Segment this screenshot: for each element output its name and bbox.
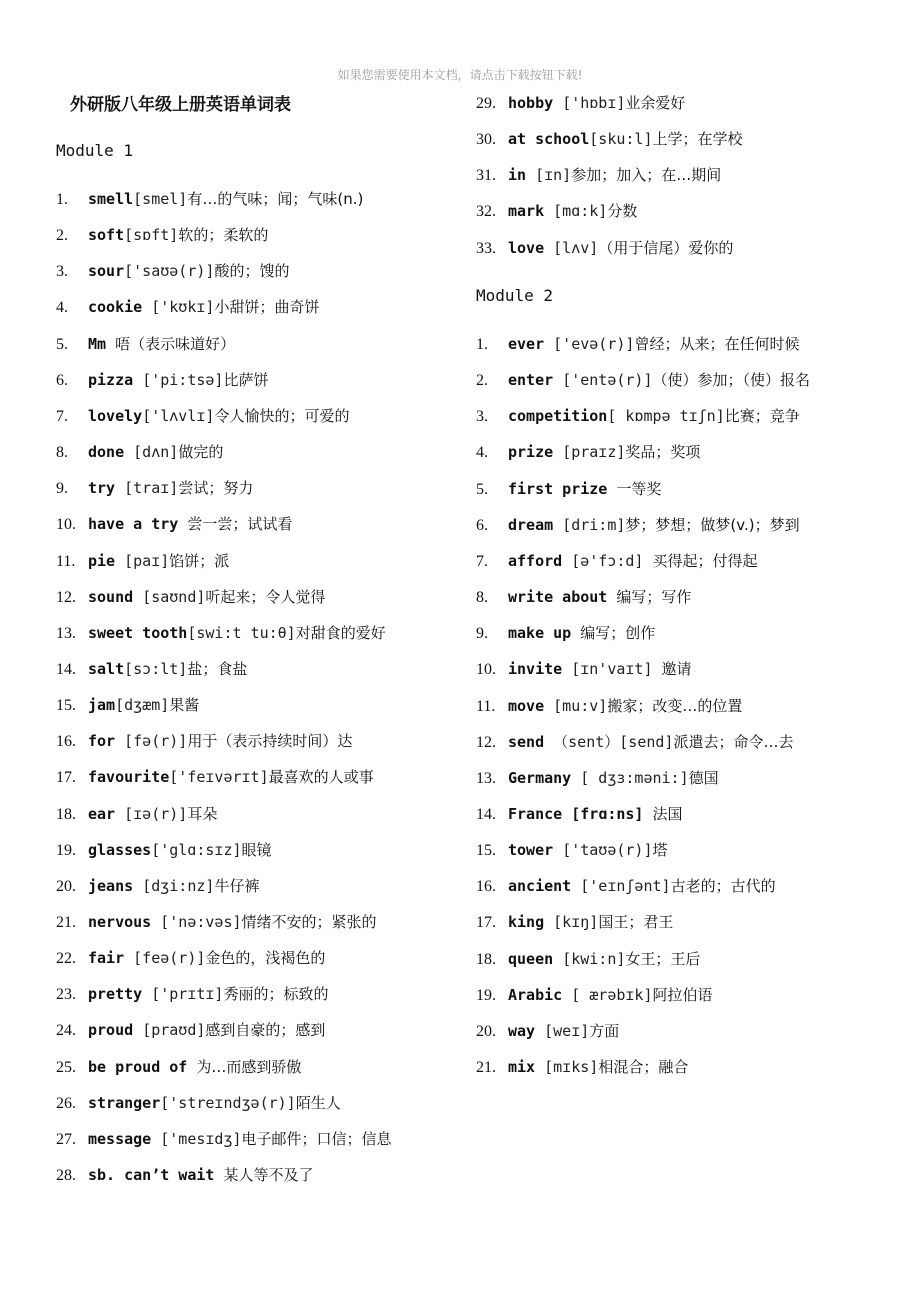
entry-number: 13. [476,769,496,787]
entry-phonetic: [lʌv] [553,238,599,257]
entry-phonetic: [dʒi:nz] [142,876,215,895]
entry-word: in [508,166,536,185]
entry-phonetic: ['glɑ:sɪz] [151,840,242,859]
entry-meaning: 女王；王后 [625,949,701,968]
entry-meaning: 编写；创作 [580,624,656,643]
entry-meaning: 陌生人 [295,1093,341,1112]
vocab-entry [476,840,668,861]
entry-phonetic: [kɪŋ] [553,913,599,932]
vocab-entry [476,768,719,789]
entry-number: 10. [56,516,76,534]
vocab-entry [476,985,713,1006]
entry-meaning: 古老的；古代的 [670,877,776,896]
entry-meaning: 尝试；努力 [178,479,254,498]
entry-meaning: 感到自豪的；感到 [205,1021,326,1040]
entry-meaning: 分数 [607,202,638,221]
entry-meaning: 用于（表示持续时间）达 [187,732,353,751]
entry-phonetic: ['prɪtɪ] [151,985,224,1004]
entry-meaning: 为…而感到骄傲 [196,1057,302,1076]
vocab-entry [476,165,721,186]
vocab-entry [56,261,289,282]
entry-meaning: 上学；在学校 [652,130,743,149]
entry-meaning: 梦；梦想；做梦(v.)；梦到 [625,515,800,534]
vocab-entry [56,804,217,825]
entry-meaning: 情绪不安的；紧张的 [241,913,377,931]
entry-phonetic: ['mesɪdʒ] [160,1129,242,1148]
entry-number: 22. [56,950,76,968]
document-title: 外研版八年级上册英语单词表 [70,95,291,115]
entry-phonetic: [fə(r)] [124,732,188,751]
entry-meaning: 奖品；奖项 [625,443,701,462]
entry-phonetic: [mɪks] [544,1058,599,1076]
entry-meaning: 比赛；竞争 [724,407,800,426]
entry-number: 28. [56,1167,76,1185]
entry-word: Germany [508,768,581,787]
entry-meaning: 软的；柔软的 [178,226,269,245]
entry-number: 32. [476,203,496,221]
vocab-entry [56,731,352,752]
vocab-entry [56,189,363,210]
entry-word: for [88,732,125,751]
entry-number: 26. [56,1094,76,1112]
entry-phonetic: [dʒæm] [115,696,170,715]
entry-word: king [508,913,554,932]
entry-number: 15. [476,842,496,860]
entry-phonetic: [ɪn'vaɪt] [571,660,662,679]
entry-number: 24. [56,1022,76,1040]
entry-phonetic: [mɑ:k] [553,202,608,221]
entry-number: 30. [476,131,496,149]
entry-word: smell [88,190,134,208]
vocab-entry [476,912,673,933]
entry-word: favourite [88,768,170,787]
entry-number: 25. [56,1058,76,1076]
vocab-entry [476,479,661,500]
entry-phonetic: ['nə:vəs] [160,913,242,931]
entry-number: 6. [476,516,488,534]
vocab-entry [56,514,292,535]
entry-phonetic: ['evə(r)] [553,335,635,353]
entry-phonetic: ['kʊkɪ] [151,298,215,317]
entry-number: 16. [476,878,496,896]
entry-word: sweet tooth [88,623,188,642]
vocab-entry [476,406,800,427]
entry-phonetic: [sɔ:lt] [124,659,188,678]
entry-meaning: 一等奖 [616,479,662,498]
vocab-entry [56,767,374,788]
vocab-entry [476,238,733,259]
entry-meaning: 小甜饼；曲奇饼 [214,298,320,317]
entry-number: 17. [476,914,496,932]
entry-phonetic: ['lʌvlɪ] [142,406,215,425]
vocab-entry [56,587,325,608]
entry-word: salt [88,659,125,678]
entry-phonetic: [ ærəbɪk] [571,985,653,1004]
entry-word: France [frɑ:ns] [508,804,653,823]
entry-meaning: 酸的；馊的 [214,262,290,281]
entry-phonetic: [traɪ] [124,479,179,498]
entry-phonetic: [ɪə(r)] [124,804,188,823]
vocab-entry [56,912,377,933]
entry-phonetic: [kwi:n] [562,949,626,968]
entry-word: jeans [88,876,143,895]
entry-number: 5. [56,335,68,353]
entry-number: 2. [476,372,488,390]
vocab-entry [56,948,325,969]
entry-word: proud [88,1021,143,1040]
entry-word: nervous [88,913,161,931]
entry-meaning: 国王；君王 [598,913,674,932]
entry-word: love [508,238,554,257]
entry-phonetic: ['taʊə(r)] [562,841,653,860]
entry-number: 16. [56,733,76,751]
entry-number: 10. [476,661,496,679]
entry-meaning: 业余爱好 [625,94,686,112]
entry-meaning: 塔 [652,841,668,860]
vocab-entry [56,551,229,572]
vocab-entry [476,1021,619,1042]
entry-word: glasses [88,840,152,859]
entry-word: Mm [88,334,116,353]
entry-phonetic: [dʌn] [133,443,179,462]
vocab-entry [56,1165,313,1186]
entry-phonetic: [praɪz] [562,443,626,462]
entry-word: pretty [88,985,152,1004]
entry-phonetic: ['hɒbɪ] [562,94,626,112]
vocab-entry [56,659,247,680]
entry-meaning: 买得起；付得起 [652,551,758,570]
entry-word: sb. can’t wait [88,1166,224,1185]
entry-number: 9. [476,625,488,643]
entry-meaning: 德国 [688,768,719,787]
entry-meaning: 阿拉伯语 [652,985,713,1004]
entry-meaning: 方面 [589,1021,620,1040]
entry-number: 6. [56,371,68,389]
entry-word: try [88,479,125,498]
entry-number: 11. [56,552,76,570]
entry-meaning: 唔（表示味道好） [115,334,236,353]
entry-meaning: 果酱 [169,696,200,715]
entry-meaning: 曾经；从来；在任何时候 [634,335,800,353]
entry-meaning: 做完的 [178,443,224,462]
entry-word: stranger [88,1093,161,1112]
entry-meaning: 搬家；改变…的位置 [607,696,743,715]
entry-phonetic: [ dʒɜ:məni:] [580,768,689,787]
entry-number: 7. [56,407,68,425]
vocab-entry [476,334,799,355]
entry-word: ancient [508,877,581,896]
entry-word: at school [508,130,590,149]
entry-number: 31. [476,167,496,185]
vocab-entry [56,840,272,861]
entry-phonetic: ['feɪvərɪt] [169,768,269,787]
entry-number: 19. [56,841,76,859]
entry-number: 9. [56,480,68,498]
vocab-entry [476,93,685,114]
entry-phonetic: [swi:t tu:θ] [187,623,296,642]
entry-phonetic: [weɪ] [544,1021,590,1040]
entry-meaning: 馅饼；派 [169,551,230,570]
entry-word: write about [508,588,617,607]
entry-meaning: 派遣去；命令…去 [673,732,794,751]
entry-meaning: 有…的气味；闻；气味(n.) [187,190,364,208]
entry-phonetic: ['entə(r)] [562,371,653,390]
vocab-entry [476,804,683,825]
entry-meaning: 牛仔裤 [214,876,260,895]
entry-word: Arabic [508,985,572,1004]
entry-number: 1. [56,191,68,208]
entry-meaning: 耳朵 [187,804,218,823]
entry-word: have a try [88,515,188,534]
entry-number: 21. [56,914,76,931]
vocab-entry [56,478,253,499]
entry-phonetic: [sɒft] [124,226,179,245]
vocab-entry [476,659,692,680]
vocab-entry [56,225,268,246]
entry-meaning: 听起来；令人觉得 [205,587,326,606]
entry-number: 23. [56,986,76,1004]
entry-meaning: 编写；写作 [616,588,692,607]
entry-number: 14. [56,660,76,678]
module-1-heading: Module 1 [56,141,134,160]
entry-number: 21. [476,1059,496,1076]
entry-number: 20. [476,1022,496,1040]
entry-meaning: 比萨饼 [223,370,269,389]
entry-word: soft [88,226,125,245]
vocab-entry [56,370,268,391]
entry-word: message [88,1129,161,1148]
entry-phonetic: [praʊd] [142,1021,206,1040]
entry-meaning: （用于信尾）爱你的 [598,238,734,257]
vocab-entry [476,1057,688,1078]
entry-word: done [88,443,134,462]
entry-phonetic: [saʊnd] [142,587,206,606]
vocab-entry [56,1057,301,1078]
vocab-entry [56,1129,392,1150]
entry-word: hobby [508,94,563,112]
entry-word: send [508,732,554,751]
entry-word: dream [508,515,563,534]
entry-word: enter [508,371,563,390]
entry-phonetic: ['pi:tsə] [142,370,224,389]
vocab-entry [56,442,223,463]
entry-meaning: 相混合；融合 [598,1058,689,1076]
vocab-entry [476,949,700,970]
entry-word: prize [508,443,563,462]
entry-word: be proud of [88,1057,197,1076]
entry-word: ever [508,335,554,353]
entry-number: 8. [476,589,488,607]
module-2-heading: Module 2 [476,286,554,305]
entry-phonetic: [smel] [133,190,188,208]
entry-number: 18. [56,805,76,823]
entry-phonetic: [ə'fɔ:d] [571,551,653,570]
entry-meaning: 盐；食盐 [187,659,248,678]
entry-meaning: 眼镜 [241,840,272,859]
entry-word: jam [88,696,116,715]
entry-number: 27. [56,1130,76,1148]
entry-meaning: 对甜食的爱好 [295,623,386,642]
entry-number: 15. [56,697,76,715]
entry-number: 2. [56,227,68,245]
vocab-entry [56,1093,341,1114]
entry-phonetic: [sku:l] [589,130,653,149]
entry-meaning: （使）参加；（使）报名 [652,371,811,390]
vocab-entry [476,587,691,608]
entry-phonetic: [ɪn] [535,166,572,185]
entry-number: 4. [56,299,68,317]
entry-word: move [508,696,554,715]
entry-word: cookie [88,298,152,317]
entry-word: competition [508,407,608,426]
entry-meaning: 电子邮件；口信；信息 [241,1129,392,1148]
entry-word: pizza [88,370,143,389]
entry-number: 33. [476,239,496,257]
entry-word: lovely [88,406,143,425]
entry-word: tower [508,841,563,860]
entry-word: pie [88,551,125,570]
entry-phonetic: ['streɪndʒə(r)] [160,1093,296,1112]
vocab-entry [56,406,349,427]
entry-word: fair [88,949,134,968]
entry-meaning: 金色的，浅褐色的 [205,949,326,968]
entry-phonetic: [dri:m] [562,515,626,534]
vocab-entry [476,442,700,463]
entry-phonetic: ['saʊə(r)] [124,262,215,281]
vocab-entry [476,515,800,536]
entry-word: sound [88,587,143,606]
entry-phonetic: [ kɒmpə tɪʃn] [607,407,725,426]
vocab-entry [476,370,810,391]
entry-number: 3. [56,263,68,281]
entry-word: invite [508,660,572,679]
entry-number: 13. [56,624,76,642]
entry-phonetic: [feə(r)] [133,949,206,968]
entry-word: ear [88,804,125,823]
entry-meaning: 令人愉快的；可爱的 [214,406,350,425]
entry-meaning: 某人等不及了 [223,1166,314,1185]
entry-meaning: 邀请 [661,660,692,679]
vocab-entry [56,876,259,897]
vocab-entry [476,129,743,150]
vocab-entry [476,732,793,753]
entry-number: 3. [476,408,488,426]
vocab-entry [476,623,655,644]
entry-word: afford [508,551,572,570]
vocab-entry [476,201,637,222]
entry-number: 20. [56,877,76,895]
entry-meaning: 参加；加入；在…期间 [571,166,722,185]
entry-word: way [508,1021,545,1040]
entry-meaning: 尝一尝；试试看 [187,515,293,534]
vocab-entry [56,984,328,1005]
entry-phonetic: ['eɪnʃənt] [580,877,671,896]
entry-word: sour [88,262,125,281]
entry-number: 29. [476,95,496,112]
entry-number: 5. [476,480,488,498]
entry-number: 18. [476,950,496,968]
entry-phonetic: （sent）[send] [553,732,674,751]
entry-phonetic: [paɪ] [124,551,170,570]
vocab-entry [56,334,235,355]
entry-meaning: 最喜欢的人或事 [268,768,374,787]
entry-phonetic: [mu:v] [553,696,608,715]
entry-number: 19. [476,986,496,1004]
vocab-entry [476,876,776,897]
header-note: 如果您需要使用本文档，请点击下载按钮下载! [337,68,583,82]
entry-word: queen [508,949,563,968]
vocab-entry [56,623,386,644]
entry-word: first prize [508,479,617,498]
entry-number: 1. [476,336,488,353]
entry-number: 7. [476,552,488,570]
entry-word: mark [508,202,554,221]
entry-number: 17. [56,769,76,787]
entry-word: mix [508,1058,545,1076]
vocab-entry [56,297,319,318]
entry-number: 4. [476,444,488,462]
entry-number: 12. [476,733,496,751]
vocab-entry [476,551,758,572]
vocab-entry [476,696,742,717]
entry-number: 8. [56,444,68,462]
vocab-entry [56,695,199,716]
entry-number: 14. [476,805,496,823]
vocab-entry [56,1020,325,1041]
entry-meaning: 秀丽的；标致的 [223,985,329,1004]
entry-word: make up [508,624,581,643]
entry-number: 12. [56,588,76,606]
entry-meaning: 法国 [652,804,683,823]
entry-number: 11. [476,697,496,715]
